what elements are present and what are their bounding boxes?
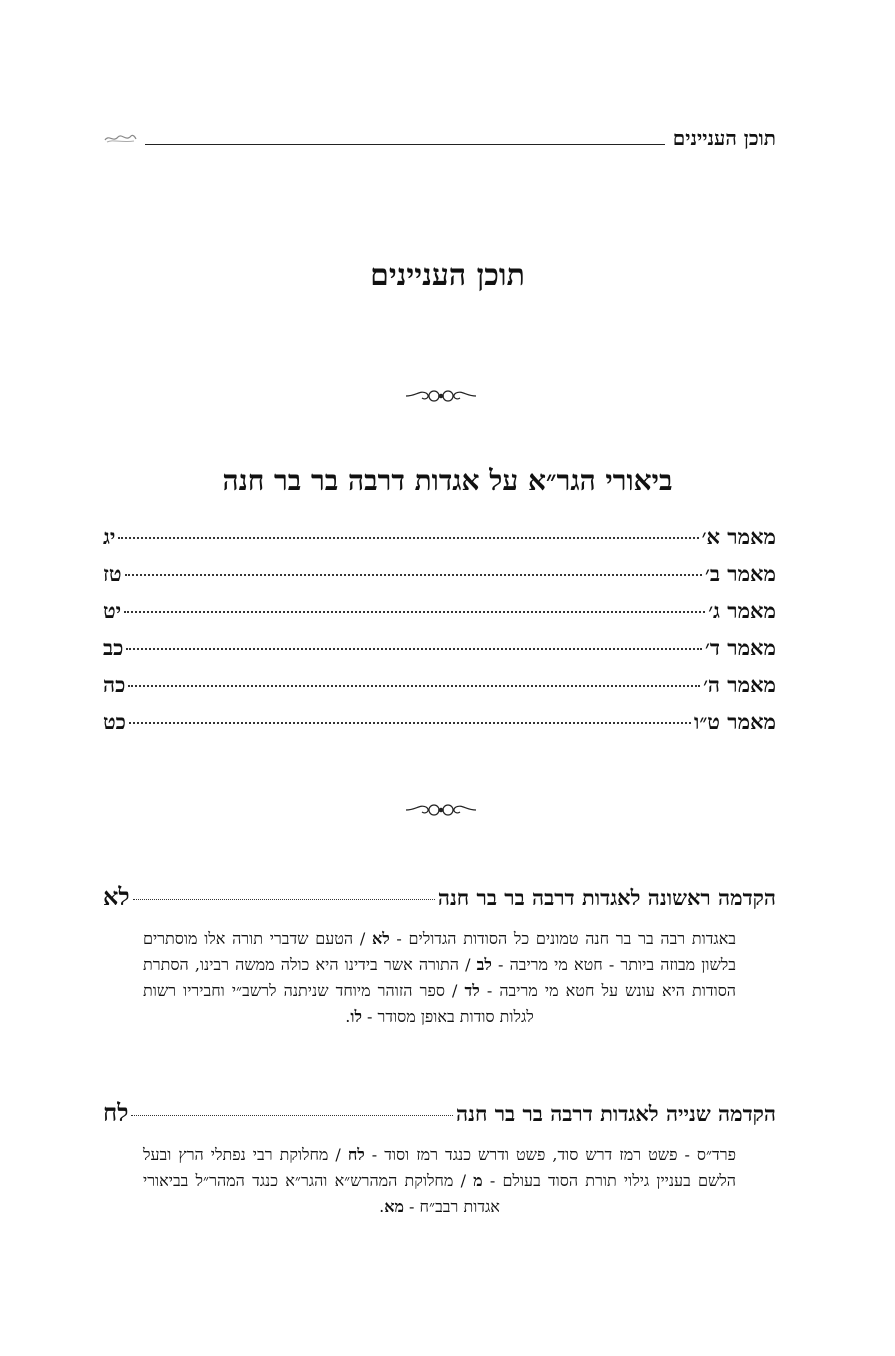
toc-entry-page: כב bbox=[103, 635, 124, 660]
toc-entry-label: מאמר ה׳ bbox=[703, 672, 776, 697]
intro-page-number: לח bbox=[103, 1098, 129, 1127]
toc-entry-label: מאמר ג׳ bbox=[708, 598, 776, 623]
toc-entry[interactable] bbox=[103, 561, 776, 598]
summary-text: . bbox=[345, 1007, 351, 1026]
dot-leader bbox=[126, 648, 702, 650]
summary-text: / ספר הזוהר מיוחד שניתנה לרשב״י וחביריו רשות לגלות סודות באופן מסודר - bbox=[143, 981, 534, 1026]
summary-text: / הטעם שדברי תורה אלו מוסתרים בלשון מבוזה ביותר - חטא מי מריבה - bbox=[143, 929, 736, 974]
section-heading: ביאורי הגר״א על אגדות דרבה בר בר חנה bbox=[222, 464, 673, 497]
summary-text: . bbox=[379, 1197, 385, 1216]
page-reference: לו bbox=[350, 1007, 362, 1026]
toc-entry-page: כה bbox=[103, 672, 126, 697]
intro-page-number: לא bbox=[103, 882, 130, 911]
toc-entry-label: מאמר א׳ bbox=[701, 524, 776, 549]
flourish-ornament-icon bbox=[404, 386, 478, 406]
intro-section-second bbox=[103, 1098, 776, 1220]
toc-entry-page: יט bbox=[103, 598, 122, 623]
page-reference: לח bbox=[347, 1145, 365, 1164]
summary-text: / מחלוקת המהרש״א והגר״א כנגד המהר״ל בביאורי אגדות רבב״ח - bbox=[143, 1171, 500, 1216]
page-reference: לב bbox=[476, 955, 492, 974]
dot-leader bbox=[124, 611, 705, 613]
toc-entry-page: טז bbox=[103, 561, 122, 586]
toc-entry[interactable] bbox=[103, 524, 776, 561]
summary-text: / התורה אשר בידינו היא כולה ממשה רבינו, הסתרת הסודות היא עונש על חטא מי מריבה - bbox=[143, 955, 736, 1000]
dot-leader bbox=[131, 1115, 453, 1116]
summary-text: באגדות רבה בר בר חנה טמונים כל הסודות הגדולים - bbox=[389, 929, 737, 948]
running-header bbox=[103, 124, 776, 152]
header-ornament-icon bbox=[103, 131, 137, 145]
intro-heading-row[interactable] bbox=[103, 882, 776, 914]
toc-list bbox=[103, 524, 776, 746]
summary-text: פרד״ס - פשט רמז דרש סוד, פשט ודרש כנגד רמז וסוד - bbox=[364, 1145, 736, 1164]
intro-heading-row[interactable] bbox=[103, 1098, 776, 1130]
toc-entry[interactable] bbox=[103, 709, 776, 746]
flourish-ornament-icon bbox=[404, 800, 478, 820]
page-reference: מ bbox=[473, 1171, 483, 1190]
intro-summary bbox=[143, 926, 736, 1030]
header-rule bbox=[145, 132, 665, 145]
running-header-title: תוכן העניינים bbox=[672, 125, 776, 150]
dot-leader bbox=[125, 574, 702, 576]
page-title: תוכן העניינים bbox=[370, 258, 525, 293]
intro-heading: הקדמה ראשונה לאגדות דרבה בר בר חנה bbox=[437, 885, 776, 910]
dot-leader bbox=[118, 537, 698, 539]
summary-text: / מחלוקת רבי נפתלי הרץ ובעל הלשם בעניין גילוי תורת הסוד בעולם - bbox=[143, 1145, 736, 1190]
page-reference: מא bbox=[384, 1197, 404, 1216]
dot-leader bbox=[128, 685, 700, 687]
page-reference: לא bbox=[371, 929, 390, 948]
toc-entry-label: מאמר ד׳ bbox=[705, 635, 776, 660]
intro-section-first bbox=[103, 882, 776, 1030]
dot-leader bbox=[133, 899, 435, 900]
toc-entry[interactable] bbox=[103, 672, 776, 709]
toc-entry-label: מאמר ב׳ bbox=[705, 561, 776, 586]
toc-entry[interactable] bbox=[103, 635, 776, 672]
intro-summary bbox=[143, 1142, 736, 1220]
toc-entry-label: מאמר ט״ו bbox=[693, 709, 776, 734]
toc-entry[interactable] bbox=[103, 598, 776, 635]
toc-entry-page: יג bbox=[103, 524, 116, 549]
page-reference: לד bbox=[464, 981, 480, 1000]
dot-leader bbox=[129, 722, 691, 724]
toc-entry-page: כט bbox=[103, 709, 126, 734]
intro-heading: הקדמה שנייה לאגדות דרבה בר בר חנה bbox=[456, 1101, 776, 1126]
